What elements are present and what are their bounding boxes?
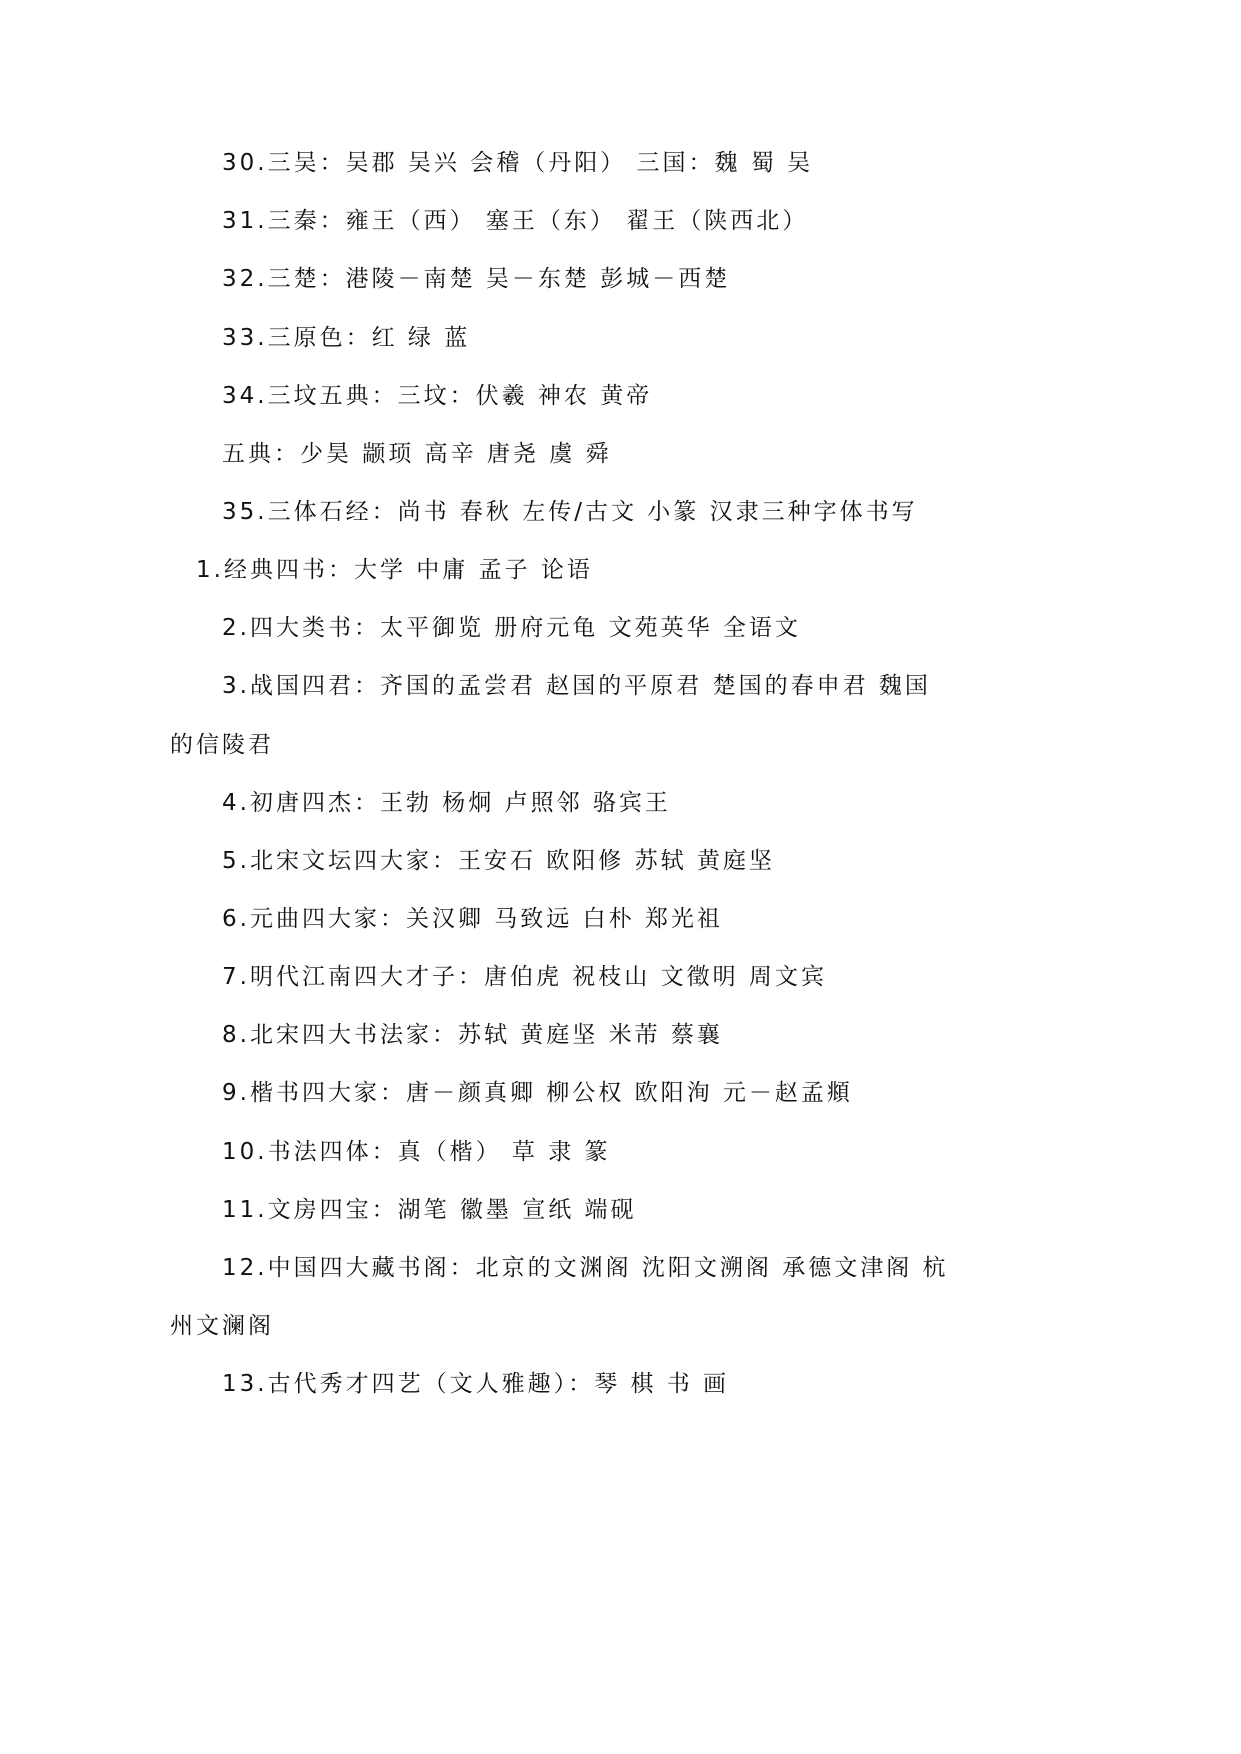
text-line: 州文澜阁 — [170, 1313, 274, 1339]
text-line: 的信陵君 — [170, 732, 274, 758]
text-line: 31.三秦：雍王（西） 塞王（东） 翟王（陕西北） — [222, 208, 809, 234]
text-line: 13.古代秀才四艺（文人雅趣）：琴 棋 书 画 — [222, 1371, 730, 1397]
text-line: 5.北宋文坛四大家：王安石 欧阳修 苏轼 黄庭坚 — [222, 848, 775, 874]
text-line: 6.元曲四大家：关汉卿 马致远 白朴 郑光祖 — [222, 906, 723, 932]
text-line: 3.战国四君：齐国的孟尝君 赵国的平原君 楚国的春申君 魏国 — [222, 673, 931, 699]
text-line: 1.经典四书：大学 中庸 孟子 论语 — [196, 557, 593, 583]
text-line: 12.中国四大藏书阁：北京的文渊阁 沈阳文溯阁 承德文津阁 杭 — [222, 1255, 949, 1281]
text-line: 10.书法四体：真（楷） 草 隶 篆 — [222, 1139, 611, 1165]
text-line: 2.四大类书：太平御览 册府元龟 文苑英华 全语文 — [222, 615, 801, 641]
text-line: 33.三原色：红 绿 蓝 — [222, 325, 471, 351]
text-line: 32.三楚：港陵－南楚 吴－东楚 彭城－西楚 — [222, 266, 731, 292]
text-line: 五典：少昊 颛顼 高辛 唐尧 虞 舜 — [222, 441, 612, 467]
text-line: 34.三坟五典：三坟：伏羲 神农 黄帝 — [222, 383, 653, 409]
text-line: 30.三吴：吴郡 吴兴 会稽（丹阳） 三国：魏 蜀 吴 — [222, 150, 814, 176]
text-line: 4.初唐四杰：王勃 杨炯 卢照邻 骆宾王 — [222, 790, 671, 816]
text-line: 7.明代江南四大才子：唐伯虎 祝枝山 文徵明 周文宾 — [222, 964, 827, 990]
text-line: 11.文房四宝：湖笔 徽墨 宣纸 端砚 — [222, 1197, 637, 1223]
text-line: 35.三体石经：尚书 春秋 左传/古文 小篆 汉隶三种字体书写 — [222, 499, 918, 525]
text-line: 8.北宋四大书法家：苏轼 黄庭坚 米芾 蔡襄 — [222, 1022, 723, 1048]
text-line: 9.楷书四大家：唐－颜真卿 柳公权 欧阳洵 元－赵孟頫 — [222, 1080, 853, 1106]
